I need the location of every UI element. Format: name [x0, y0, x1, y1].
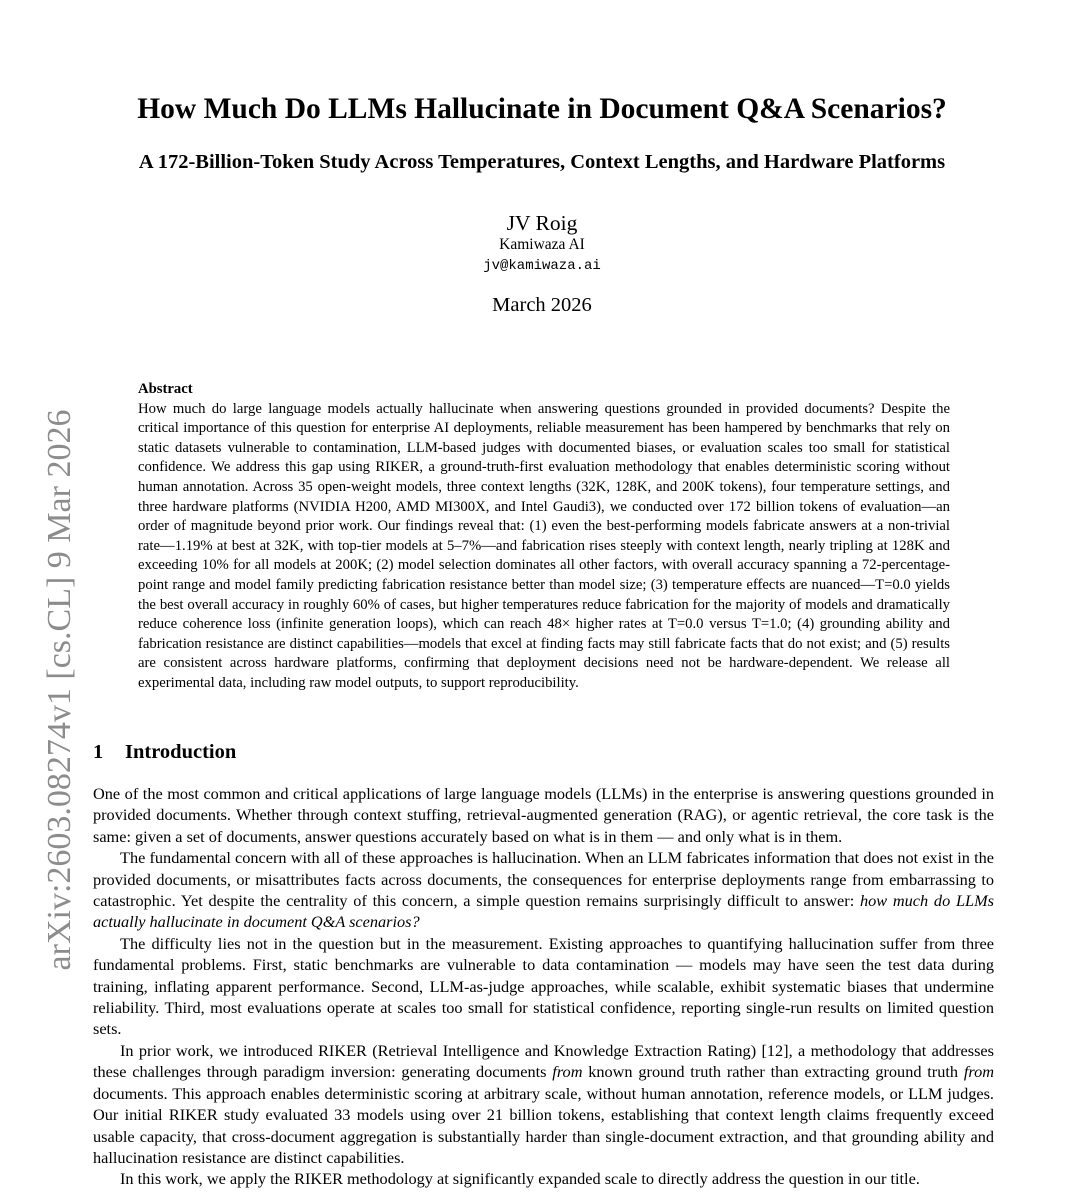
paper-date: March 2026: [492, 294, 592, 316]
abstract-text: How much do large language models actually hallucinate when answering questions grounded in provided documents? Despite the critical importance of this question for enterprise AI deployments, reliable measurement has been hampered by benchmarks that rely on static datasets vulnerable to contamination, LLM-based judges with documented biases, or evaluation scales too small for statistical confidence. We address this gap using RIKER, a ground-truth-first evaluation methodology that enables deterministic scoring without human annotation. Across 35 open-weight models, three context lengths (32K, 128K, and 200K tokens), four temperature settings, and three hardware platforms (NVIDIA H200, AMD MI300X, and Intel Gaudi3), we conducted over 172 billion tokens of evaluation—an order of magnitude beyond prior work. Our findings reveal that: (1) even the best-performing models fabricate answers at a non-trivial rate—1.19% at best at 32K, with top-tier models at 5–7%—and fabrication rises steeply with context length, nearly tripling at 128K and exceeding 10% for all models at 200K; (2) model selection dominates all other factors, with overall accuracy spanning a 72-percentage-point range and model family predicting fabrication resistance better than model size; (3) temperature effects are nuanced—T=0.0 yields the best overall accuracy in roughly 60% of cases, but higher temperatures reduce fabrication for the majority of models and dramatically reduce coherence loss (infinite generation loops), which can reach 48× higher rates at T=0.0 versus T=1.0; (4) grounding ability and fabrication resistance are distinct capabilities—models that excel at finding facts may still fabricate facts that do not exist; and (5) results are consistent across hardware platforms, confirming that deployment decisions need not be hardware-dependent. We release all experimental data, including raw model outputs, to support reproducibility.: [138, 400, 950, 691]
paragraph: [93, 1040, 994, 1168]
paragraph: The difficulty lies not in the question but in the measurement. Existing approaches to quantifying hallucination suffer from three fundamental problems. First, static benchmarks are vulnerable to data contamination — models may have seen the test data during training, inflating apparent performance. Second, LLM-as-judge approaches, while scalable, exhibit systematic biases that undermine reliability. Third, most evaluations operate at scales too small for statistical confidence, reporting single-run results on limited question sets.: [93, 933, 994, 1039]
paragraph-text: In prior work, we introduced RIKER (Retrieval Intelligence and Knowledge Extraction Rating) [12], a methodology that addresses these challenges through paradigm inversion: generating documents: [93, 1040, 994, 1082]
section-title: Introduction: [125, 741, 237, 763]
author-email[interactable]: jv@kamiwaza.ai: [483, 258, 601, 274]
paragraph-text: documents. This approach enables deterministic scoring at arbitrary scale, without human annotation, reference models, or LLM judges. Our initial RIKER study evaluated 33 models using over 21 billion tokens, establishing that context length claims frequently exceed usable capacity, that cross-document aggregation is substantially harder than single-document extraction, and that grounding ability and hallucination resistance are distinct capabilities.: [93, 1083, 994, 1167]
author-affiliation: Kamiwaza AI: [499, 236, 585, 253]
paragraph: One of the most common and critical applications of large language models (LLMs) in the enterprise is answering questions grounded in provided documents. Whether through context stuffing, retrieval-augmented generation (RAG), or agentic retrieval, the core task is the same: given a set of documents, answer questions accurately based on what is in them — and only what is in them.: [93, 784, 994, 846]
arxiv-identifier-stamp: arXiv:2603.08274v1 [cs.CL] 9 Mar 2026: [41, 409, 78, 971]
paragraph-text: known ground truth rather than extracting ground truth: [582, 1062, 964, 1082]
author-name: JV Roig: [506, 211, 578, 235]
paragraph: In this work, we apply the RIKER methodology at significantly expanded scale to directly address the question in our title.: [120, 1169, 920, 1189]
italic-word: from: [963, 1062, 994, 1082]
italic-question: how much do LLMs actually hallucinate in document Q&A scenarios?: [93, 891, 994, 932]
introduction-body: [93, 783, 994, 1190]
abstract-heading: Abstract: [138, 381, 193, 397]
section-number: 1: [93, 741, 104, 763]
section-heading-introduction: [93, 741, 236, 764]
paper-title: How Much Do LLMs Hallucinate in Document Q&A Scenarios?: [137, 93, 947, 125]
abstract-block: [138, 380, 950, 694]
paragraph: [93, 847, 994, 933]
italic-word: from: [552, 1062, 583, 1082]
paper-subtitle: A 172-Billion-Token Study Across Temperatures, Context Lengths, and Hardware Platforms: [138, 151, 946, 173]
paragraph-text: The fundamental concern with all of these approaches is hallucination. When an LLM fabricates information that does not exist in the provided documents, or misattributes facts across documents, the consequences for enterprise deployments range from embarrassing to catastrophic. Yet despite the centrality of this concern, a simple question remains surprisingly difficult to answer:: [93, 848, 994, 911]
